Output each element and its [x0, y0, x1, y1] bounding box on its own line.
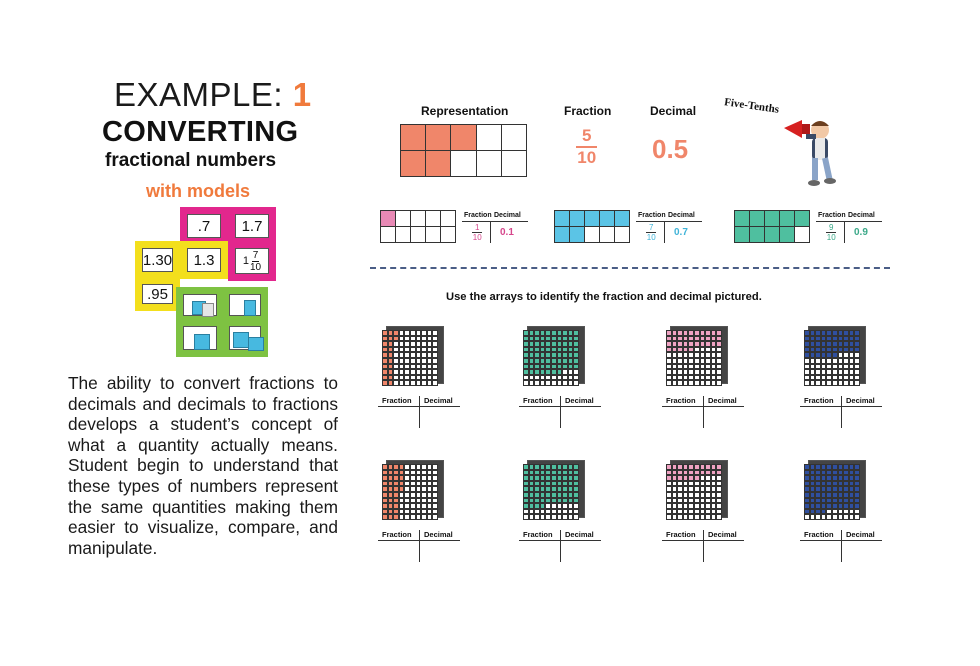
instruction-text: Use the arrays to identify the fraction and decimal pictured. [446, 291, 762, 303]
mini-fraction-header: Fraction [464, 212, 492, 219]
mini-decimal-header: Decimal [848, 212, 875, 219]
mini-denominator: 10 [826, 233, 836, 242]
mini-decimal-header: Decimal [494, 212, 521, 219]
hundreds-array-5 [382, 460, 478, 570]
hundredth-cell [432, 380, 438, 386]
mini-fraction-header: Fraction [638, 212, 666, 219]
mini-numerator: 1 [472, 223, 482, 233]
tenth-cell [425, 124, 451, 151]
tenth-cell [400, 124, 426, 151]
mini-example-tenth [380, 210, 530, 246]
hundreds-array-3 [666, 326, 762, 436]
card-text: .7 [197, 217, 211, 235]
array-table-divider [560, 396, 561, 428]
array-grid [666, 330, 722, 386]
card-text: 1.3 [193, 251, 215, 269]
tenth-cell [440, 226, 456, 243]
tenth-cell [380, 210, 396, 227]
tenth-cell [425, 150, 451, 177]
tenth-cell [476, 124, 502, 151]
speech-text: Five-Tenths [723, 96, 780, 116]
mini-denominator: 10 [646, 233, 656, 242]
representation-label: Representation [421, 104, 509, 118]
card-mixed-number [228, 241, 276, 281]
array-table-divider [841, 530, 842, 562]
card-one-point-seven [228, 207, 276, 245]
hundredth-cell [432, 514, 438, 520]
mixed-whole: 1 [242, 255, 249, 267]
tenth-cell [584, 226, 600, 243]
fraction-label: Fraction [564, 104, 612, 118]
example-word: EXAMPLE: [114, 76, 284, 113]
tenth-cell [501, 150, 527, 177]
mixed-numerator: 7 [252, 249, 259, 261]
array-decimal-header: Decimal [565, 396, 594, 405]
array-grid [523, 330, 579, 386]
hundredth-cell [854, 514, 860, 520]
tenth-cell [395, 210, 411, 227]
tagline: with models [146, 181, 251, 201]
array-decimal-header: Decimal [424, 396, 453, 405]
card-one-point-thirty [135, 241, 180, 279]
tenth-cell [450, 150, 476, 177]
mini-denominator: 10 [472, 233, 482, 242]
hundreds-array-1 [382, 326, 478, 436]
tenth-cell [794, 226, 810, 243]
mixed-denominator: 10 [250, 261, 262, 273]
mini-decimal: 0.7 [674, 227, 688, 238]
array-decimal-header: Decimal [846, 530, 875, 539]
tenth-cell [425, 210, 441, 227]
card-model-4 [222, 319, 268, 357]
array-fraction-header: Fraction [523, 530, 553, 539]
mini-fraction [472, 223, 482, 242]
mini-numerator: 7 [646, 223, 656, 233]
example-number: 1 [292, 76, 312, 113]
mini-decimal-header: Decimal [668, 212, 695, 219]
mini-fraction [826, 223, 836, 242]
tenth-cell [395, 226, 411, 243]
array-table-divider [560, 530, 561, 562]
tenths-model [400, 124, 526, 176]
mini-fraction-header: Fraction [818, 212, 846, 219]
blue-square-icon [244, 300, 256, 316]
blue-square-icon [233, 332, 249, 348]
hundreds-array-4 [804, 326, 900, 436]
blue-square-icon [194, 334, 210, 350]
tenth-cell [569, 210, 585, 227]
hundreds-array-6 [523, 460, 619, 570]
tenth-cell [425, 226, 441, 243]
mascot-megaphone-icon [780, 108, 842, 190]
hundredth-cell [573, 514, 579, 520]
mini-decimal: 0.1 [500, 227, 514, 238]
tenth-cell [476, 150, 502, 177]
blue-square-icon [248, 337, 264, 351]
array-grid [523, 464, 579, 520]
mini-example-seven-tenths [554, 210, 704, 246]
array-fraction-header: Fraction [382, 396, 412, 405]
card-text: 1.30 [142, 251, 173, 269]
mini-tenths-model [554, 210, 630, 242]
main-fraction [576, 126, 597, 168]
tenth-cell [584, 210, 600, 227]
tenth-cell [614, 226, 630, 243]
page-subtitle: fractional numbers [105, 150, 277, 171]
tenth-cell [599, 210, 615, 227]
array-fraction-header: Fraction [523, 396, 553, 405]
hundreds-array-7 [666, 460, 762, 570]
card-model-2 [222, 287, 268, 323]
mini-example-nine-tenths [734, 210, 884, 246]
section-divider [370, 267, 890, 269]
array-table-divider [419, 530, 420, 562]
card-model-3 [176, 319, 224, 357]
hundreds-array-8 [804, 460, 900, 570]
hundredth-cell [716, 514, 722, 520]
tenth-cell [764, 210, 780, 227]
mixed-number [243, 250, 261, 273]
hundredth-cell [716, 380, 722, 386]
array-decimal-header: Decimal [708, 530, 737, 539]
tenth-cell [779, 210, 795, 227]
tenth-cell [614, 210, 630, 227]
array-table-divider [419, 396, 420, 428]
mini-tenths-model [734, 210, 810, 242]
array-grid [666, 464, 722, 520]
array-grid [804, 464, 860, 520]
array-grid [382, 464, 438, 520]
tenth-cell [400, 150, 426, 177]
mini-fraction [646, 223, 656, 242]
card-point-seven [180, 207, 228, 245]
array-decimal-header: Decimal [846, 396, 875, 405]
tenth-cell [501, 124, 527, 151]
array-decimal-header: Decimal [424, 530, 453, 539]
array-fraction-header: Fraction [804, 396, 834, 405]
array-grid [804, 330, 860, 386]
tenth-cell [569, 226, 585, 243]
tenth-cell [794, 210, 810, 227]
hundreds-array-2 [523, 326, 619, 436]
tenth-cell [734, 210, 750, 227]
tenth-cell [749, 226, 765, 243]
card-one-point-three [180, 241, 228, 279]
main-decimal: 0.5 [652, 134, 689, 164]
array-fraction-header: Fraction [382, 530, 412, 539]
tenth-cell [450, 124, 476, 151]
main-denominator: 10 [577, 148, 597, 167]
tenth-cell [734, 226, 750, 243]
card-text: 1.7 [241, 217, 263, 235]
tenth-cell [749, 210, 765, 227]
mini-numerator: 9 [826, 223, 836, 233]
mini-tenths-model [380, 210, 456, 242]
array-table-divider [841, 396, 842, 428]
array-fraction-header: Fraction [666, 396, 696, 405]
grey-square-icon [202, 303, 214, 317]
tenth-cell [380, 226, 396, 243]
array-fraction-header: Fraction [666, 530, 696, 539]
page-title: CONVERTING [102, 116, 299, 148]
array-decimal-header: Decimal [708, 396, 737, 405]
example-heading [114, 76, 312, 114]
tenth-cell [440, 210, 456, 227]
card-model-1 [176, 287, 224, 323]
mini-decimal: 0.9 [854, 227, 868, 238]
tenth-cell [554, 226, 570, 243]
hundredth-cell [573, 380, 579, 386]
array-table-divider [703, 396, 704, 428]
tenth-cell [410, 226, 426, 243]
decimal-label: Decimal [650, 104, 697, 118]
hundredth-cell [854, 380, 860, 386]
tenth-cell [764, 226, 780, 243]
array-fraction-header: Fraction [804, 530, 834, 539]
tenth-cell [599, 226, 615, 243]
tenth-cell [779, 226, 795, 243]
array-grid [382, 330, 438, 386]
card-text: .95 [147, 285, 168, 303]
card-point-ninety-five [135, 277, 180, 311]
main-numerator: 5 [576, 126, 597, 148]
tenth-cell [554, 210, 570, 227]
array-table-divider [703, 530, 704, 562]
array-decimal-header: Decimal [565, 530, 594, 539]
tenth-cell [410, 210, 426, 227]
explanation-paragraph: The ability to convert fractions to decimals and decimals to fractions develops a student’s concept of what a quantity actually means. Student begin to understand that these types of numbers represent the same quantities making them easier to visualize, compare, and manipulate. [68, 373, 338, 558]
